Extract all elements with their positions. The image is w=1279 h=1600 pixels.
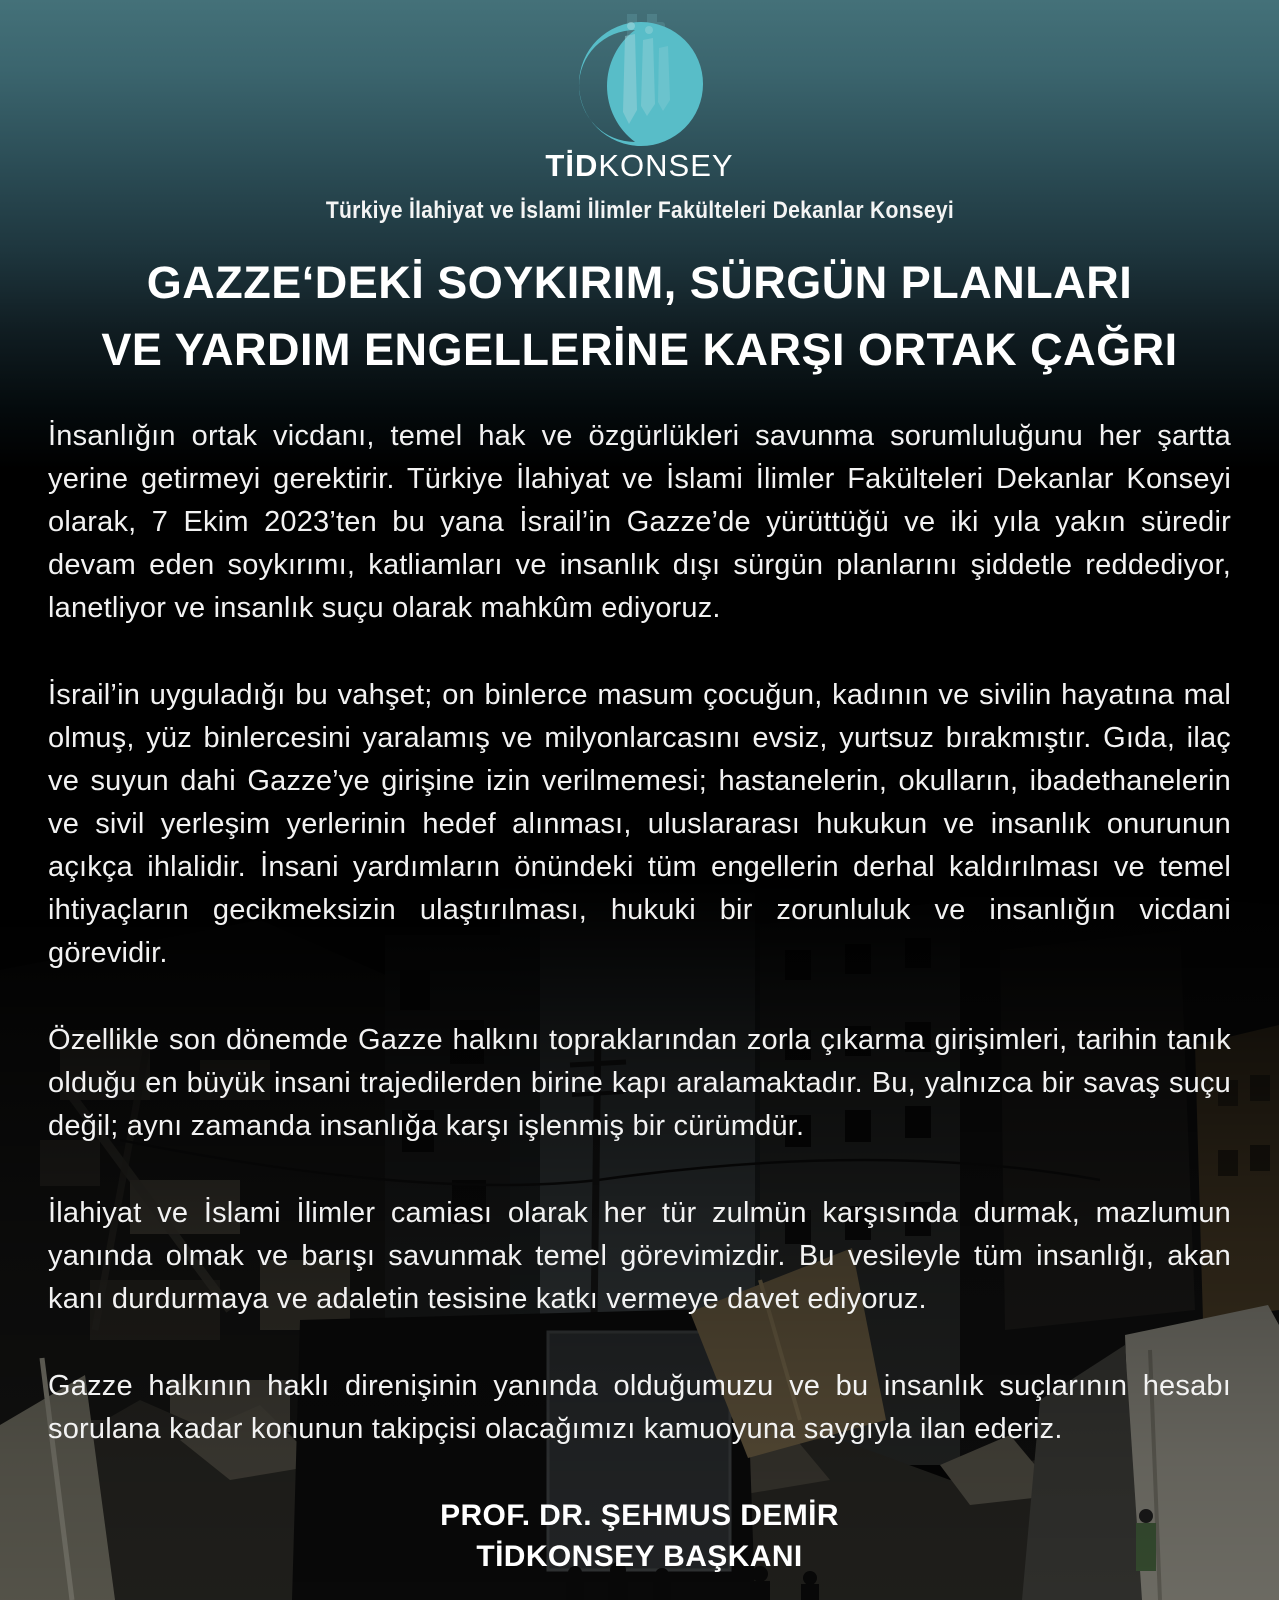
brand-bold-part: TİD [545,148,599,183]
statement-paragraph: İnsanlığın ortak vicdanı, temel hak ve özgürlükleri savunma sorumluluğunu her şartta yerine getirmeyi gerektirir. Türkiye İlahiyat ve İslami İlimler Fakülteleri Dekanlar Konseyi olarak, 7 Ekim 2023’ten bu yana İsrail’in Gazze’de yürüttüğü ve iki yıla yakın süredir devam eden soykırımı, katliamları ve insanlık dışı sürgün planlarını şiddetle reddediyor, lanetliyor ve insanlık suçu olarak mahkûm ediyoruz. [48,420,1231,624]
statement-paragraph: Özellikle son dönemde Gazze halkını topraklarından zorla çıkarma girişimleri, tarihin tanık olduğu en büyük insani trajedilerden birine kapı aralamaktadır. Bu, yalnızca bir savaş suçu değil; aynı zamanda insanlığa karşı işlenmiş bir cürümdür. [48,1024,1231,1142]
statement-paragraph: İsrail’in uyguladığı bu vahşet; on binlerce masum çocuğun, kadının ve sivilin hayatına mal olmuş, yüz binlercesini yaralamış ve milyonlarcasını evsiz, yurtsuz bırakmıştır. Gıda, ilaç ve suyun dahi Gazze’ye girişine izin verilmemesi; hastanelerin, okulların, ibadethanelerin ve sivil yerleşim yerlerinin hedef alınması, uluslararası hukukun ve insanlık onurunun açıkça ihlalidir. İnsani yardımların önündeki tüm engellerin derhal kaldırılması ve temel ihtiyaçların gecikmeksizin ulaştırılması, hukuki bir zorunluluk ve insanlığın vicdani görevidir. [48,679,1231,969]
organization-name: Türkiye İlahiyat ve İslami İlimler Fakülteleri Dekanlar Konseyi [325,197,954,224]
title-line-2: VE YARDIM ENGELLERİNE KARŞI ORTAK ÇAĞRI [101,324,1178,375]
statement-paragraph: Gazze halkının haklı direnişinin yanında olduğumuzu ve bu insanlık suçlarının hesabı sorulana kadar konunun takipçisi olacağımızı kamuoyuna saygıyla ilan ederiz. [48,1370,1231,1445]
brand-wordmark [0,148,1279,184]
statement-paragraph: İlahiyat ve İslami İlimler camiası olarak her tür zulmün karşısında durmak, mazlumun yanında olmak ve barışı savunmak temel görevimizdir. Bu vesileyle tüm insanlığı, akan kanı durdurmaya ve adaletin tesisine katkı vermeye davet ediyoruz. [48,1197,1231,1315]
brand-regular-part: KONSEY [598,148,734,183]
signature-name: PROF. DR. ŞEHMUS DEMİR [440,1499,839,1532]
signature-title: TİDKONSEY BAŞKANI [476,1540,803,1573]
tidkonsey-logo [0,14,1279,184]
page-title [40,249,1239,383]
poster-header [0,0,1279,383]
crescent-with-pens-icon [555,14,725,146]
title-line-1: GAZZE‘DEKİ SOYKIRIM, SÜRGÜN PLANLARI [146,257,1133,308]
signature-block [0,1495,1279,1577]
statement-body [0,415,1279,1451]
